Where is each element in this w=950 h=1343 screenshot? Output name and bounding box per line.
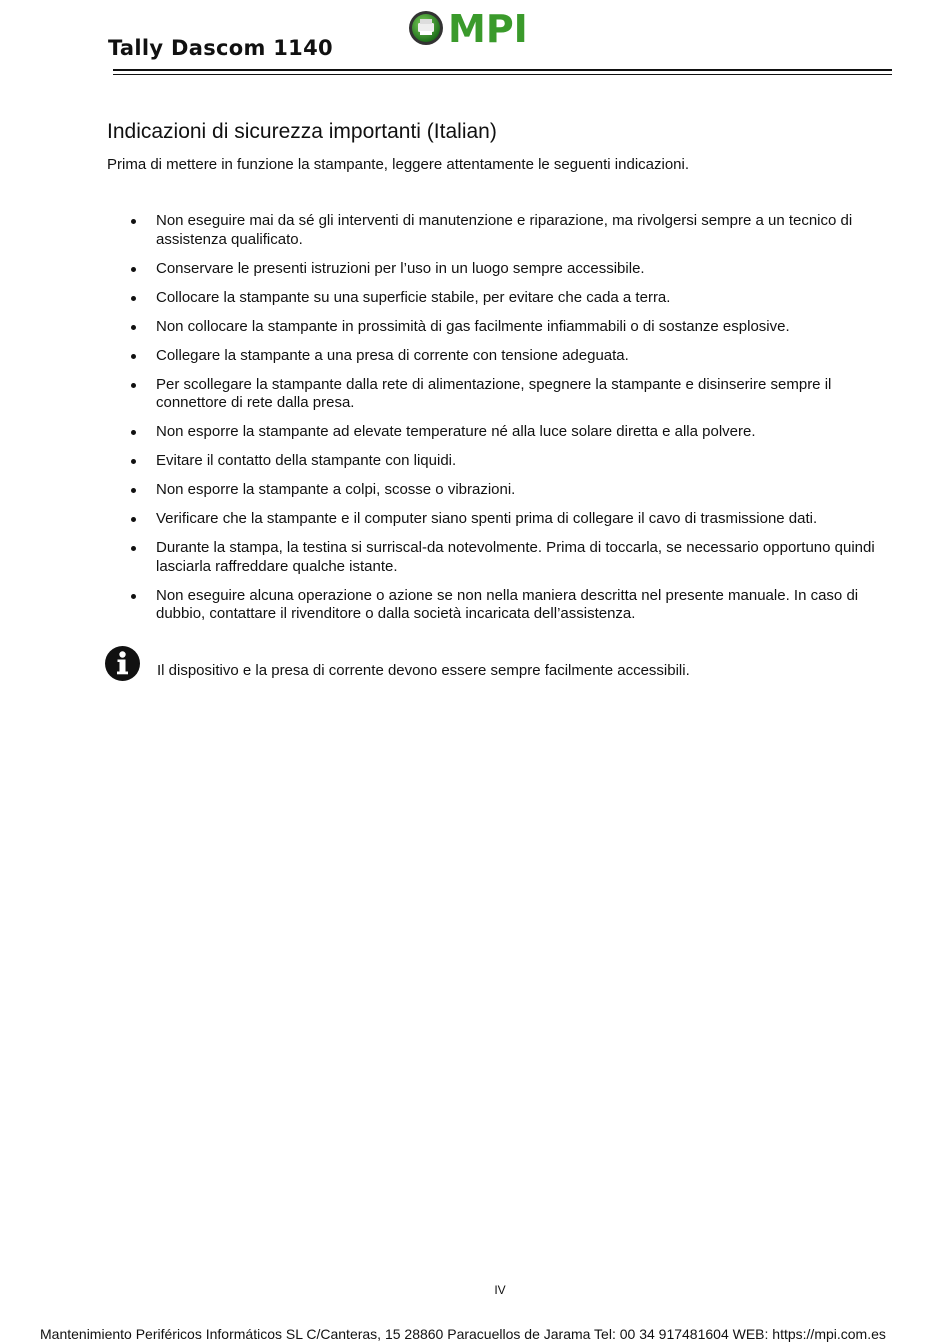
bullet-icon <box>131 488 136 493</box>
bullet-icon <box>131 517 136 522</box>
section-heading: Indicazioni di sicurezza importanti (Italian) <box>107 120 497 143</box>
note-text: Il dispositivo e la presa di corrente devono essere sempre facilmente accessibili. <box>157 662 690 679</box>
bullet-icon <box>131 219 136 224</box>
list-item-text: Evitare il contatto della stampante con liquidi. <box>156 452 457 469</box>
bullet-icon <box>131 546 136 551</box>
list-item <box>128 423 886 442</box>
mpi-logo <box>408 6 553 48</box>
list-item-text: Non collocare la stampante in prossimità di gas facilmente infiammabili o di sostanze esplosive. <box>156 317 790 335</box>
page-footer: Mantenimiento Periféricos Informáticos SL C/Canteras, 15 28860 Paracuellos de Jarama Tel: 00 34 917481604 WEB: https://mpi.com.es <box>40 1326 886 1342</box>
document-title: Tally Dascom 1140 <box>108 36 333 60</box>
list-item <box>128 318 886 337</box>
bullet-icon <box>131 296 136 301</box>
list-item <box>128 289 886 308</box>
bullet-icon <box>131 267 136 272</box>
list-item <box>128 539 886 576</box>
list-item <box>128 452 886 471</box>
safety-list <box>128 212 886 634</box>
list-item-text: Non esporre la stampante ad elevate temperature né alla luce solare diretta e alla polvere. <box>156 423 756 440</box>
bullet-icon <box>131 325 136 330</box>
list-item-text: Collocare la stampante su una superficie stabile, per evitare che cada a terra. <box>156 288 671 306</box>
bullet-icon <box>131 459 136 464</box>
list-item-text: Non eseguire mai da sé gli interventi di manutenzione e riparazione, ma rivolgersi sempre a un tecnico di assistenza qualificato. <box>156 212 853 248</box>
list-item <box>128 212 886 249</box>
page-number: IV <box>494 1283 506 1297</box>
list-item <box>128 587 886 624</box>
list-item <box>128 510 886 529</box>
list-item-text: Non esporre la stampante a colpi, scosse o vibrazioni. <box>156 481 516 498</box>
list-item-text: Non eseguire alcuna operazione o azione se non nella maniera descritta nel presente manuale. In caso di dubbio, contattare il rivenditore o dalla società incaricata dell’assistenza. <box>156 586 859 622</box>
list-item-text: Verificare che la stampante e il computer siano spenti prima di collegare il cavo di trasmissione dati. <box>156 510 818 527</box>
list-item <box>128 481 886 500</box>
info-icon <box>105 646 140 681</box>
header-rule-thick <box>113 69 892 71</box>
list-item-text: Collegare la stampante a una presa di corrente con tensione adeguata. <box>156 346 629 364</box>
list-item-text: Conservare le presenti istruzioni per l’uso in un luogo sempre accessibile. <box>156 259 645 277</box>
bullet-icon <box>131 383 136 388</box>
bullet-icon <box>131 354 136 359</box>
list-item-text: Per scollegare la stampante dalla rete di alimentazione, spegnere la stampante e disinserire sempre il connettore di rete dalla presa. <box>156 375 832 411</box>
list-item <box>128 347 886 366</box>
section-intro: Prima di mettere in funzione la stampante, leggere attentamente le seguenti indicazioni. <box>107 156 690 173</box>
svg-text:MPI: MPI <box>448 7 528 48</box>
list-item <box>128 260 886 279</box>
list-item <box>128 376 886 413</box>
bullet-icon <box>131 594 136 599</box>
bullet-icon <box>131 430 136 435</box>
header-rule-thin <box>113 74 892 75</box>
list-item-text: Durante la stampa, la testina si surriscal-da notevolmente. Prima di toccarla, se necessario opportuno quindi lasciarla raffreddare qualche istante. <box>156 539 875 575</box>
